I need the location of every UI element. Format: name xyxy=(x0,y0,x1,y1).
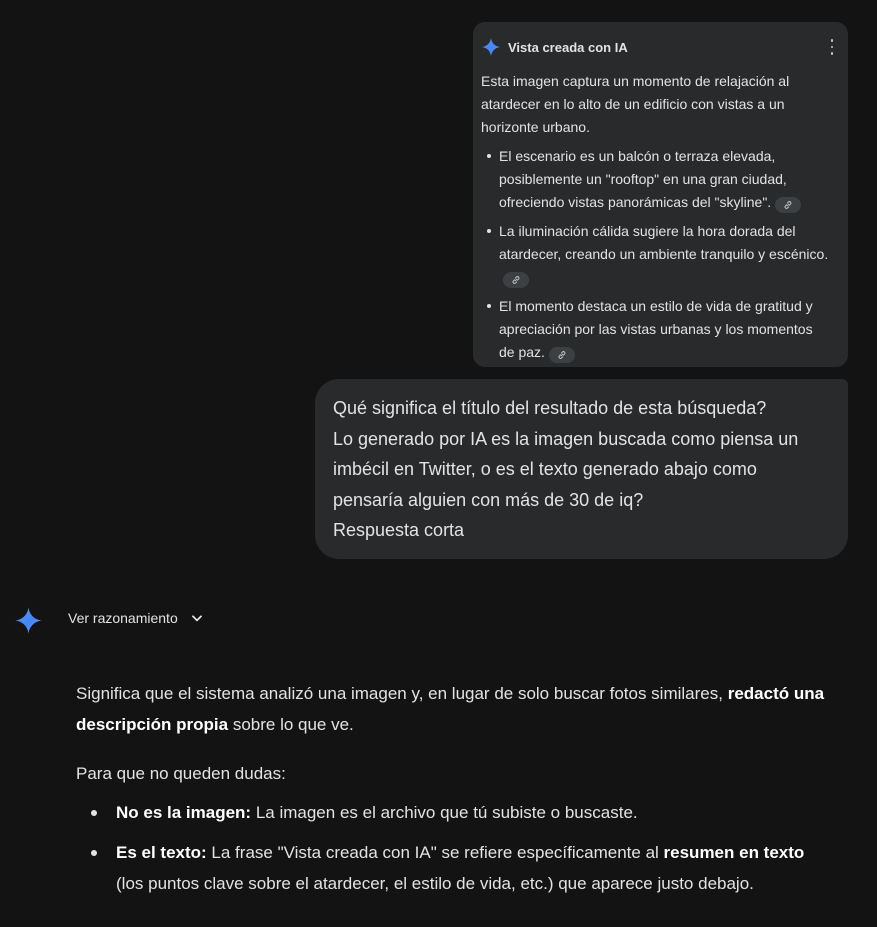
list-item: Es el texto: La frase "Vista creada con IA" se refiere específicamente al resumen en texto (los puntos clave sobre el atardecer, el estilo de vida, etc.) que aparece justo debajo. xyxy=(76,837,836,899)
model-response xyxy=(76,678,836,908)
response-paragraph: Para que no queden dudas: xyxy=(76,764,286,783)
list-item: El escenario es un balcón o terraza elevada, posiblemente un "rooftop" en una gran ciudad, ofreciendo vistas panorámicas del "skyline". xyxy=(481,145,829,214)
ai-card-title: Vista creada con IA xyxy=(508,39,628,55)
link-icon[interactable] xyxy=(549,347,575,363)
ai-overview-card xyxy=(473,22,848,367)
ai-card-intro: Esta imagen captura un momento de relajación al atardecer en lo alto de un edificio con vistas a un horizonte urbano. xyxy=(481,73,790,135)
user-message-line: pensaría alguien con más de 30 de iq? xyxy=(333,489,644,510)
gemini-sparkle-icon xyxy=(481,37,501,57)
ai-card-header xyxy=(481,36,832,58)
list-item: No es la imagen: La imagen es el archivo que tú subiste o buscaste. xyxy=(76,797,836,828)
link-icon[interactable] xyxy=(503,272,529,288)
ai-card-bullets xyxy=(481,145,832,364)
user-message-line: Respuesta corta xyxy=(333,520,465,540)
response-bullet-list xyxy=(76,797,836,899)
user-message-line: Qué significa el título del resultado de esta búsqueda? xyxy=(333,398,767,418)
user-message-line: Lo generado por IA es la imagen buscada como piensa un xyxy=(333,428,799,449)
reasoning-label: Ver razonamiento xyxy=(68,610,178,626)
link-icon[interactable] xyxy=(775,197,801,213)
gemini-sparkle-icon xyxy=(14,606,43,635)
user-message-bubble xyxy=(315,379,848,559)
list-item: El momento destaca un estilo de vida de gratitud y apreciación por las vistas urbanas y los momentos de paz. xyxy=(481,295,829,364)
chevron-down-icon xyxy=(190,611,204,625)
more-vert-icon[interactable] xyxy=(830,39,834,55)
show-reasoning-toggle[interactable] xyxy=(68,610,204,626)
user-message-line: imbécil en Twitter, o es el texto generado abajo como xyxy=(333,459,757,479)
response-paragraph: Significa que el sistema analizó una imagen y, en lugar de solo buscar fotos similares, redactó una descripción propia sobre lo que ve. xyxy=(76,684,825,734)
list-item: La iluminación cálida sugiere la hora dorada del atardecer, creando un ambiente tranquilo y escénico. xyxy=(481,220,829,289)
